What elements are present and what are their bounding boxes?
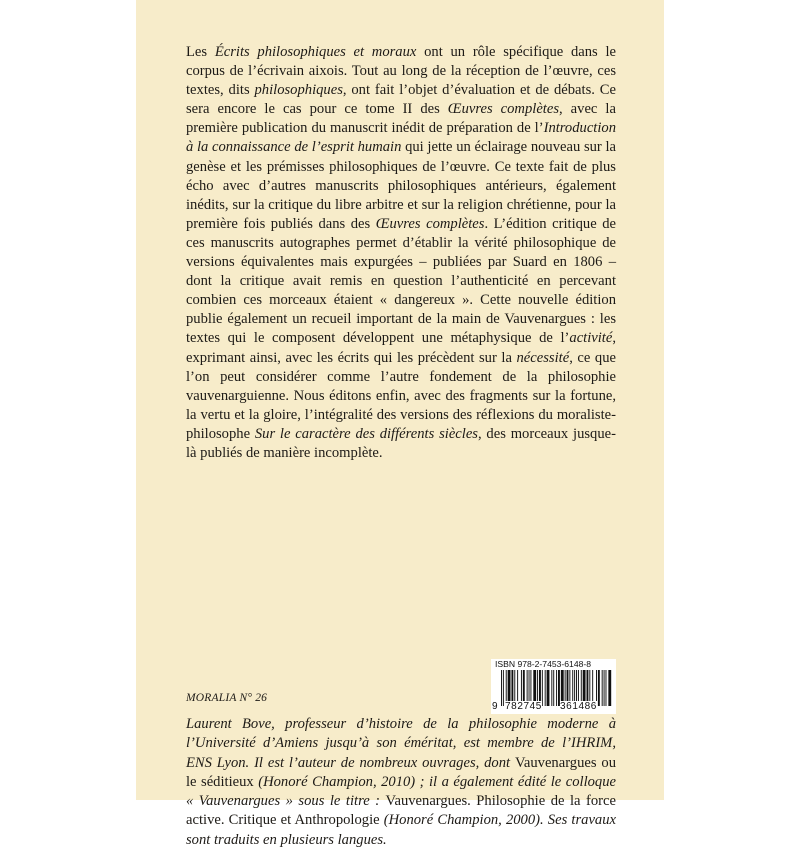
italic-title: philosophiques (254, 82, 343, 99)
barcode-bar (551, 670, 552, 706)
italic-title: Sur le caractère des différents siècles (254, 425, 478, 442)
barcode-bar (553, 670, 554, 706)
text-run: . L’édition critique de ces manuscrits autographes permet d’établir la vérité philosophique de versions équivalentes mais expurgées – publiées par Suard en 1806 – dont la critique avait remis en question l’authenticité en percevant combien ces morceaux étaient « dangereux ». Cette nouvelle édition publie également un recueil important de la main de Vauvenargues : les textes qui le composent développent une métaphysique de l’ (186, 215, 616, 347)
barcode-bar (606, 670, 607, 706)
series-label: MORALIA N° 26 (186, 692, 268, 704)
italic-title: activité (569, 330, 613, 347)
barcode-bar (604, 670, 605, 706)
barcode-bar (501, 670, 502, 706)
barcode-bar (545, 670, 546, 706)
text-run: ont un rôle spécifique dans le corpus de l’écrivain aixois. Tout au long de la réception de l’œuvre, ces textes, dits (186, 44, 616, 99)
barcode-digits-left: 782745 (505, 701, 542, 712)
barcode-bar (602, 670, 603, 706)
italic-title: Introduction à la connaissance de l’esprit humain (186, 120, 616, 156)
text-run: , ont fait l’objet d’évaluation et de débats. Ce sera encore le cas pour ce tome II des (186, 82, 616, 118)
text-run: , des morceaux jusque-là publiés de manière incomplète. (186, 425, 616, 461)
barcode-bar (598, 670, 600, 706)
barcode-bar (542, 670, 543, 706)
barcode-digit-first: 9 (492, 701, 499, 712)
text-run: Laurent Bove, professeur d’histoire de la philosophie moderne à l’Université d’Amiens jusqu’à son éméritat, est membre de l’IHRIM, ENS Lyon. Il est l’auteur de nombreux ouvrages, dont (186, 716, 616, 771)
text-run: , exprimant ainsi, avec les écrits qui les précèdent sur la (186, 330, 616, 366)
barcode-digits-right: 361486 (560, 701, 597, 712)
text-run: Les (186, 44, 215, 60)
abstract-paragraph (186, 43, 616, 463)
text-run: , ce que l’on peut considérer comme l’autre fondement de la philosophie vauvenarguienne. Nous éditons enfin, avec des fragments sur la fortune, la vertu et la gloire, l’intégralité des versions des réflexions du moraliste-philosophe (186, 349, 616, 442)
barcode-bar (547, 670, 550, 706)
italic-title: Écrits philosophiques et moraux (214, 44, 417, 60)
text-run: , avec la première publication du manuscrit inédit de préparation de l’ (186, 101, 616, 137)
book-title: Vauvenargues ou le séditieux (186, 754, 616, 790)
text-run: (Honoré Champion, 2000). Ses travaux sont traduits en plusieurs langues. (186, 812, 616, 848)
barcode-bar (608, 670, 611, 706)
text-run: (Honoré Champion, 2010) ; il a également édité le colloque « Vauvenargues » sous le titre : (186, 773, 616, 810)
barcode-bar (503, 670, 504, 706)
author-biography (186, 715, 616, 850)
italic-title: nécessité (516, 349, 570, 366)
italic-title: Œuvres complètes (375, 215, 485, 232)
isbn-number: ISBN 978-2-7453-6148-8 (495, 659, 592, 669)
barcode-bar (556, 670, 557, 706)
italic-title: Œuvres complètes (447, 101, 560, 118)
book-title: Vauvenargues. Philosophie de la force active. Critique et Anthropologie (186, 793, 616, 829)
text-run: qui jette un éclairage nouveau sur la genèse et les prémisses philosophiques de l’œuvre. Ce texte fait de plus écho avec d’autres manuscrits philosophiques antérieurs, également inédits, sur la critique du libre arbitre et sur la religion chrétienne, pour la première fois publiés dans des (186, 139, 616, 232)
